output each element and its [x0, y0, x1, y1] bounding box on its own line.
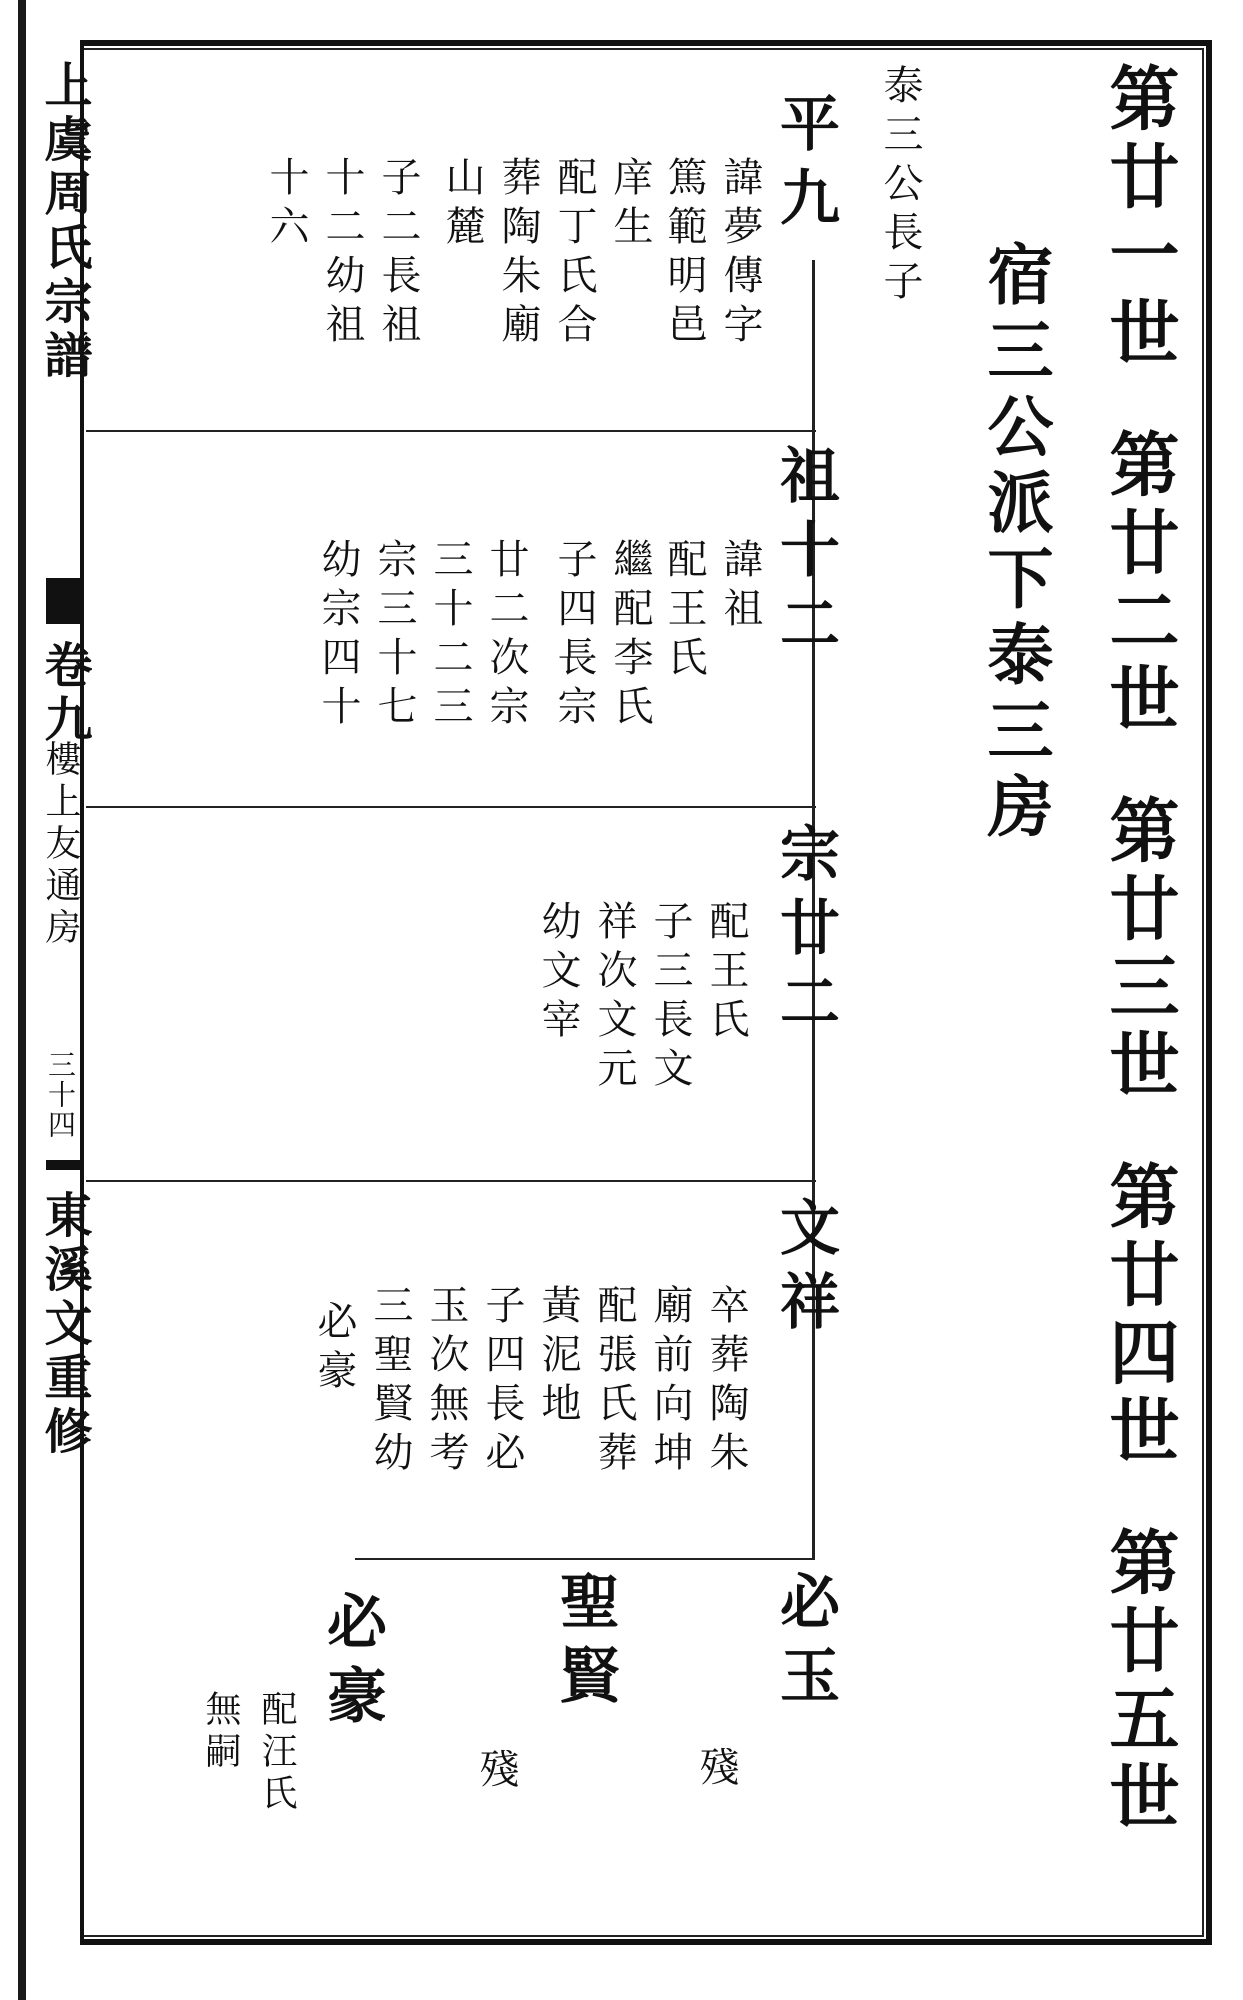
- note-line: 祥次文元: [591, 900, 637, 1096]
- section-label: 樓上友通房: [40, 740, 81, 950]
- status-mark: 殘: [473, 1748, 519, 1797]
- note-line: 三聖賢幼: [367, 1284, 413, 1480]
- generation-25: 第廿五世: [1098, 1526, 1181, 1838]
- note-line: 配丁氏合: [551, 156, 597, 352]
- hall-label: 東溪文重修: [36, 1190, 92, 1460]
- note-line: 配王氏: [661, 538, 707, 685]
- person-name: 平九: [770, 92, 840, 240]
- note-line: 黃泥地: [535, 1284, 581, 1431]
- note-line: 諱祖: [717, 538, 763, 636]
- book-title: 上虞周氏宗譜: [36, 60, 92, 384]
- person-name: 必玉: [770, 1570, 840, 1718]
- note-line: 配汪氏: [256, 1690, 297, 1816]
- person-name: 文祥: [770, 1196, 840, 1344]
- note-line: 子四長宗: [551, 538, 597, 734]
- fishtail-mark: [46, 578, 84, 624]
- note-line: 三十二三: [427, 538, 473, 734]
- note-line: 十二幼祖: [319, 156, 365, 352]
- child-name: 必豪: [317, 1590, 387, 1738]
- generation-23: 第廿三世: [1098, 794, 1181, 1106]
- generation-22: 第廿二世: [1098, 428, 1181, 740]
- note-line: 幼文宰: [535, 900, 581, 1047]
- row-separator: [86, 806, 816, 808]
- note-line: 玉次無考: [423, 1284, 469, 1480]
- note-line: 十六: [263, 156, 309, 254]
- page-number: 三十四: [44, 1050, 77, 1140]
- note-line: 葬陶朱廟: [495, 156, 541, 352]
- note-line: 卒葬陶朱: [703, 1284, 749, 1480]
- origin-note: 泰三公長子: [877, 64, 923, 309]
- note-line: 廿二次宗: [483, 538, 529, 734]
- note-line: 廟前向坤: [647, 1284, 693, 1480]
- note-line: 宗三十七: [371, 538, 417, 734]
- note-line: 篤範明邑: [661, 156, 707, 352]
- row-separator-short: [355, 1558, 815, 1560]
- row-separator: [86, 1180, 816, 1182]
- volume-label: 卷九: [36, 640, 92, 748]
- note-line: 子二長祖: [375, 156, 421, 352]
- branch-heading: 宿三公派下泰三房: [976, 240, 1054, 848]
- generation-24: 第廿四世: [1098, 1160, 1181, 1472]
- note-line: 庠生: [607, 156, 653, 254]
- note-line: 無嗣: [200, 1690, 241, 1774]
- note-line: 幼宗四十: [315, 538, 361, 734]
- note-line: 子三長文: [647, 900, 693, 1096]
- note-line: 配張氏葬: [591, 1284, 637, 1480]
- note-line: 必豪: [311, 1300, 357, 1398]
- fishtail-mark-lower: [46, 1160, 84, 1170]
- note-line: 配王氏: [703, 900, 749, 1047]
- note-line: 繼配李氏: [607, 538, 653, 734]
- person-name: 宗廿二: [770, 822, 840, 1044]
- note-line: 諱夢傳字: [717, 156, 763, 352]
- child-name: 聖賢: [550, 1570, 620, 1718]
- person-name: 祖十二: [770, 444, 840, 666]
- row-separator: [86, 430, 816, 432]
- book-spine: [0, 0, 36, 2000]
- status-mark: 殘: [693, 1746, 739, 1795]
- note-line: 子四長必: [479, 1284, 525, 1480]
- generation-21: 第廿一世: [1098, 62, 1181, 374]
- note-line: 山麓: [439, 156, 485, 254]
